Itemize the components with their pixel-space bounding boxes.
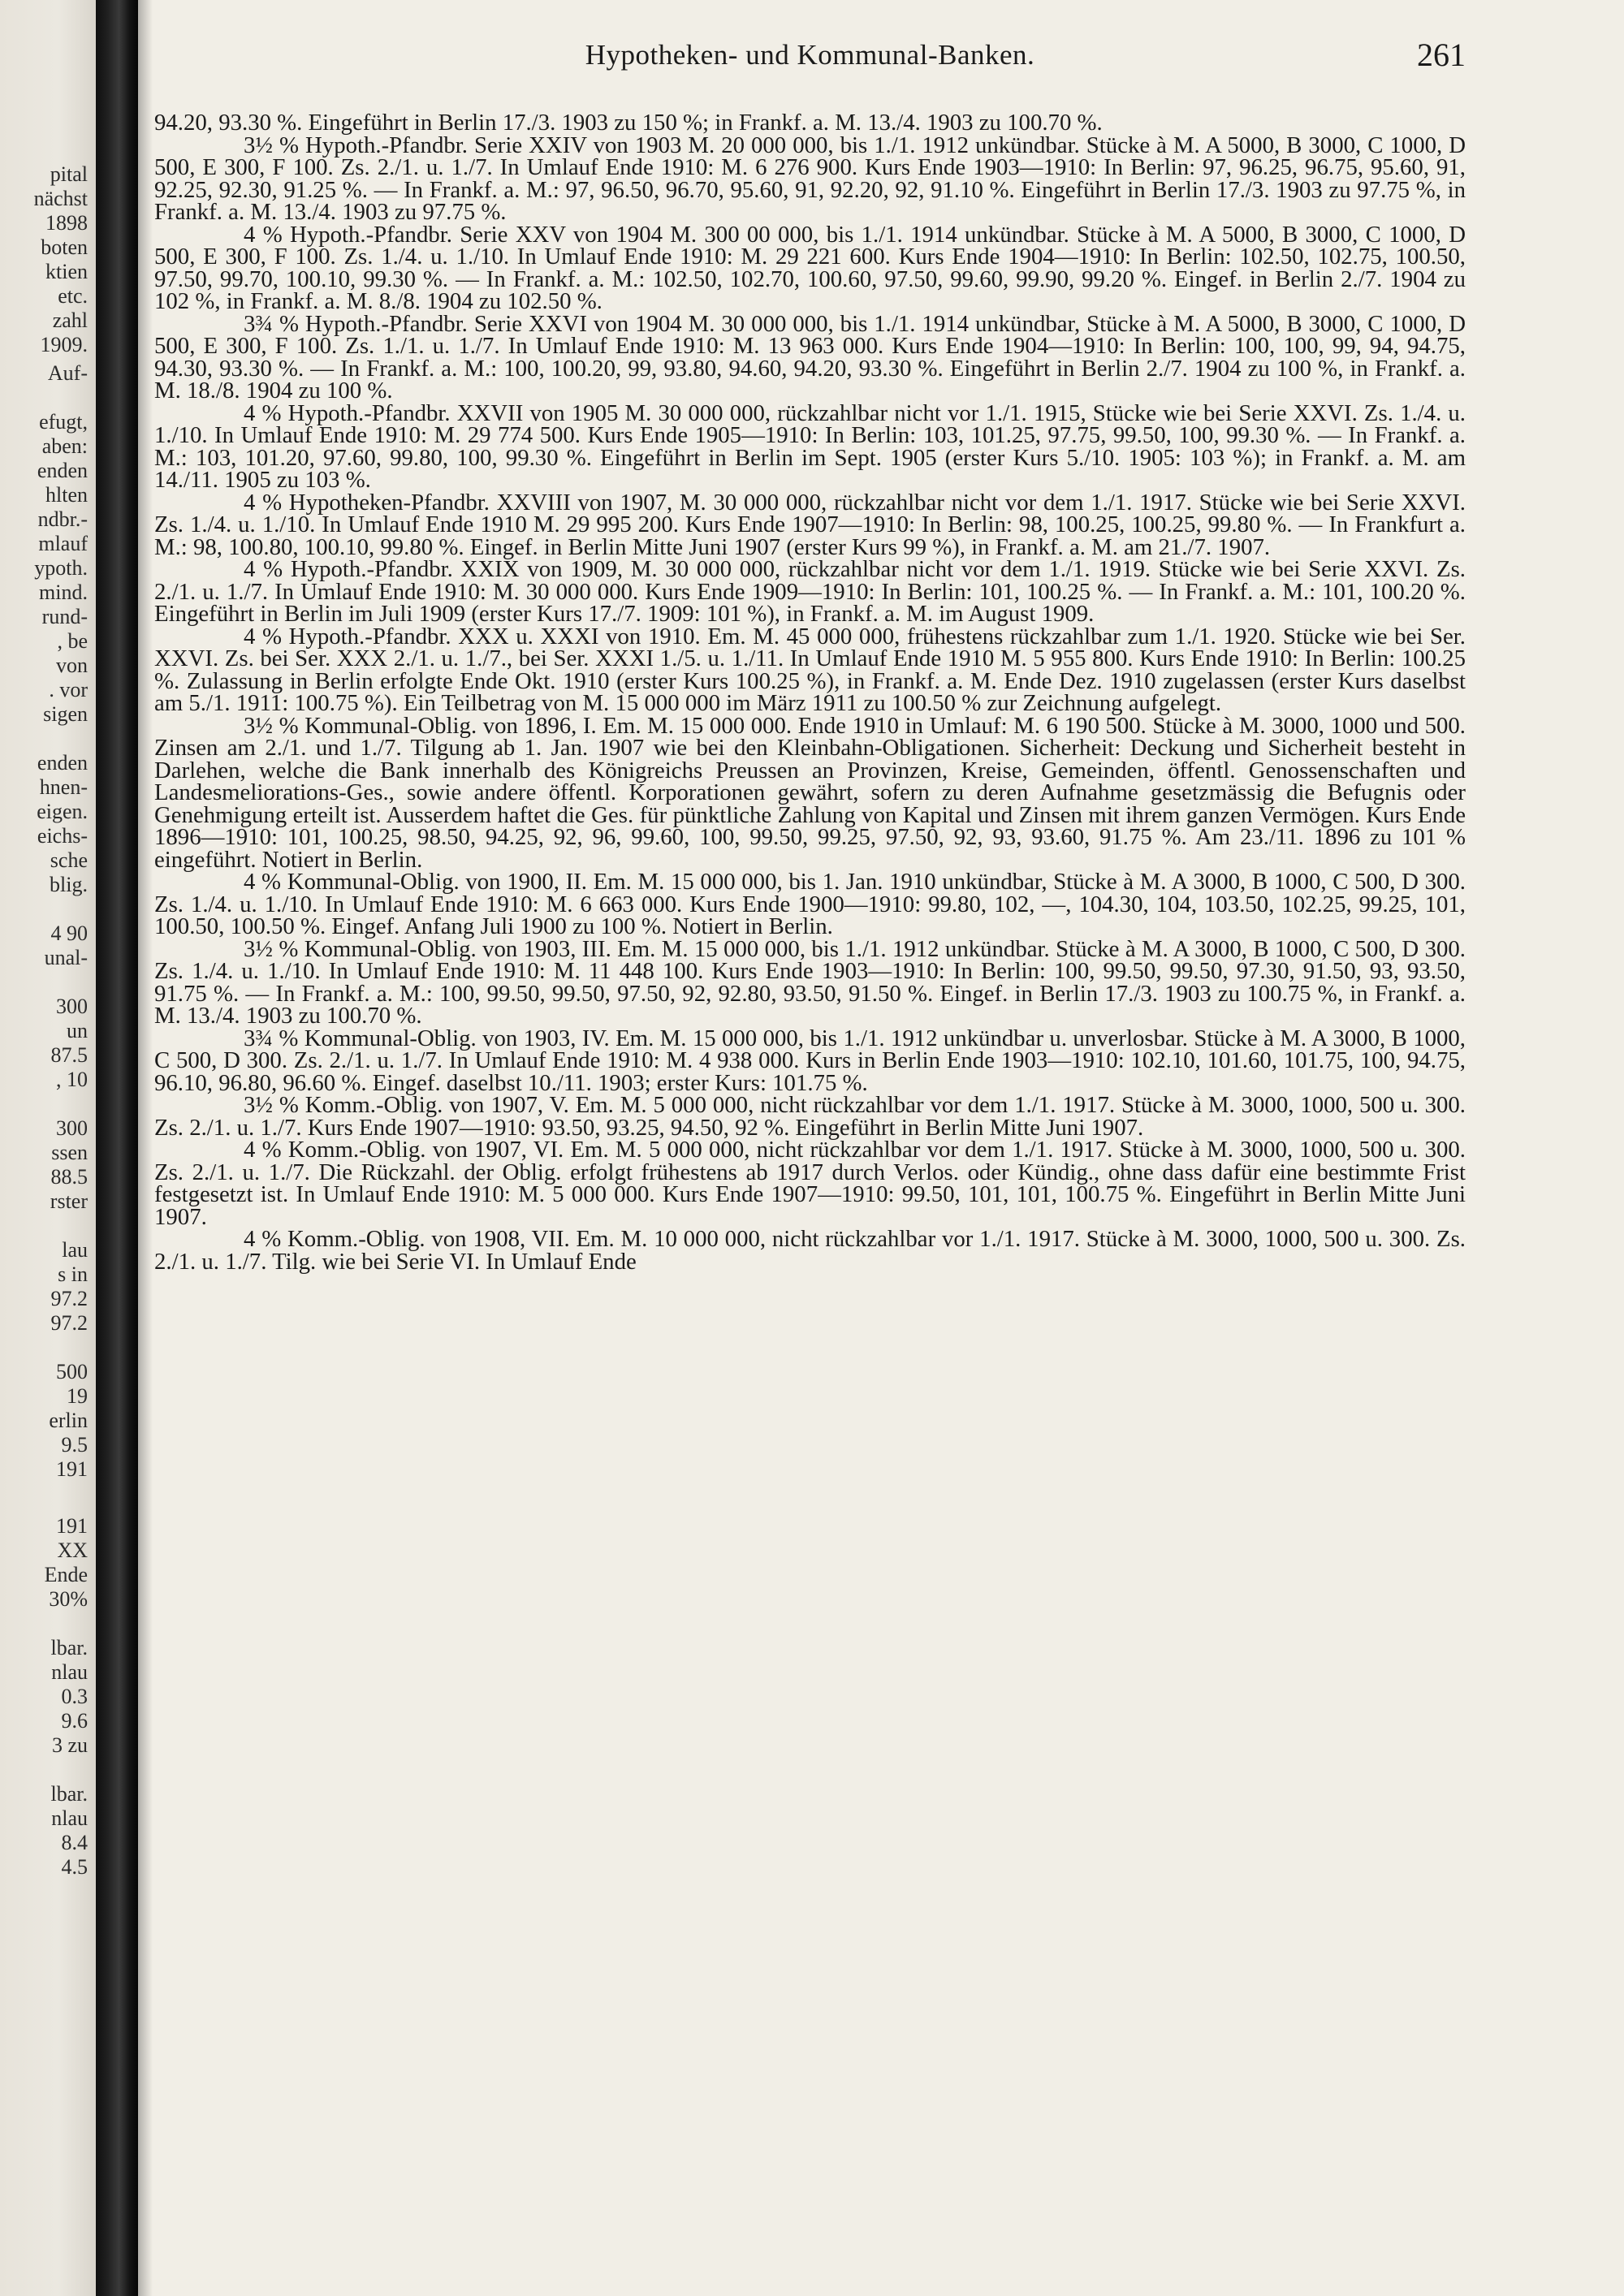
paragraph-pfandbr-xxvi: 3¾ % Hypoth.-Pfandbr. Serie XXVI von 1904 M. 30 000 000, bis 1./1. 1914 unkündbar, Stücke à M. A 5000, B 3000, C 1000, D 500, E 300, F 100. Zs. 1./1. u. 1./7. In Umlauf Ende 1910: M. 13 963 000. Kurs Ende 1904—1910: In Berlin: 100, 100, 99, 94, 94.75, 94.30, 93.30 %. — In Frankf. a. M.: 100, 100.20, 99, 93.80, 94.60, 94.20, 93.30 %. Eingeführt in Berlin 2./7. 1904 zu 100 %, in Frankf. a. M. 18./8. 1904 zu 100 %.: [154, 310, 1466, 404]
left-page-fragment: sigen: [43, 702, 88, 726]
left-page-margin: [0, 0, 97, 2296]
left-page-fragment: 87.5: [50, 1043, 88, 1067]
page-number: 261: [1417, 37, 1466, 73]
paragraph-komm-oblig-i: 3½ % Kommunal-Oblig. von 1896, I. Em. M. 15 000 000. Ende 1910 in Umlauf: M. 6 190 500. Stücke à M. 3000, 1000 und 500. Zinsen am 2./1. und 1./7. Tilgung ab 1. Jan. 1907 wie bei den Kleinbahn-Obligationen. Sicherheit: Deckung und Sicherheit besteht in Darlehen, welche die Bank innerhalb des Königreichs Preussen an Provinzen, Kreise, Gemeinden, öffentl. Genossenschaften und Landesmeliorations-Ges., sowie andere öffentl. Korporationen gewährt, sofern zu deren Aufnahme gesetzmässig die Befugnis oder Genehmigung erteilt ist. Ausserdem haftet die Ges. für pünktliche Zahlung von Kapital und Zinsen mit ihrem ganzen Vermögen. Kurs Ende 1896—1910: 101, 100.25, 98.50, 94.25, 92, 96, 99.60, 100, 99.50, 99.25, 97.50, 92, 93, 93.60, 91.75 %. Am 23./11. 1896 zu 101 % eingeführt. Notiert in Berlin.: [154, 712, 1466, 873]
left-page-fragment: ssen: [51, 1141, 88, 1164]
paragraph-pfandbr-xxiv: 3½ % Hypoth.-Pfandbr. Serie XXIV von 1903 M. 20 000 000, bis 1./1. 1912 unkündbar. Stücke à M. A 5000, B 3000, C 1000, D 500, E 300, F 100. Zs. 2./1. u. 1./7. In Umlauf Ende 1910: M. 6 276 900. Kurs Ende 1903—1910: In Berlin: 97, 96.25, 96.75, 95.60, 91, 92.25, 92.30, 91.25 %. — In Frankf. a. M.: 97, 96.50, 96.70, 95.60, 91, 92.20, 92, 91.10 %. Eingeführt in Berlin 17./3. 1903 zu 97.75 %, in Frankf. a. M. 13./4. 1903 zu 97.75 %.: [154, 132, 1466, 225]
main-text: [154, 112, 1466, 1273]
left-page-fragment: nächst: [33, 187, 88, 210]
left-page-fragment: eigen.: [37, 800, 88, 823]
left-page-fragment: s in: [58, 1262, 88, 1286]
left-page-fragment: lau: [62, 1238, 88, 1262]
left-page-fragment: mind.: [39, 580, 88, 604]
left-page-fragment: 1898: [45, 211, 88, 235]
left-page-fragment: 191: [56, 1457, 88, 1481]
left-page-fragment: zahl: [52, 309, 88, 332]
left-page-fragment: blig.: [50, 873, 88, 896]
left-page-fragment: ndbr.-: [37, 507, 88, 531]
left-page-fragment: sche: [50, 848, 88, 872]
left-page-fragment: erlin: [49, 1409, 88, 1432]
left-page-fragment: . vor: [49, 678, 88, 701]
left-page-fragment: enden: [37, 751, 88, 775]
left-page-fragment: 8.4: [61, 1831, 88, 1854]
left-page-fragment: XX: [57, 1539, 88, 1562]
left-page-fragment: 4 90: [50, 921, 88, 945]
paragraph-komm-oblig-ii: 4 % Kommunal-Oblig. von 1900, II. Em. M. 15 000 000, bis 1. Jan. 1910 unkündbar, Stücke à M. A 3000, B 1000, C 500, D 300. Zs. 1./4. u. 1./10. In Umlauf Ende 1910: M. 6 663 000. Kurs Ende 1900—1910: 99.80, 102, —, 104.30, 104, 103.50, 102.25, 99.25, 101, 100.50, 100.50 %. Eingef. Anfang Juli 1900 zu 100 %. Notiert in Berlin.: [154, 869, 1466, 939]
left-page-fragment: 30%: [49, 1587, 88, 1611]
paragraph-komm-oblig-v: 3½ % Komm.-Oblig. von 1907, V. Em. M. 5 000 000, nicht rückzahlbar vor dem 1./1. 1917. Stücke à M. 3000, 1000, 500 u. 300. Zs. 2./1. u. 1./7. Kurs Ende 1907—1910: 93.50, 93.25, 94.50, 92 %. Eingeführt in Berlin Mitte Juni 1907.: [154, 1092, 1466, 1141]
gutter-shadow: [138, 0, 153, 2296]
left-page-fragment: hnen-: [39, 775, 88, 799]
left-page-fragment: boten: [41, 235, 88, 259]
paragraph-pfandbr-xxx-xxxi: 4 % Hypoth.-Pfandbr. XXX u. XXXI von 1910. Em. M. 45 000 000, frühestens rückzahlbar zum 1./1. 1920. Stücke wie bei Ser. XXVI. Zs. bei Ser. XXX 2./1. u. 1./7., bei Ser. XXXI 1./5. u. 1./11. In Umlauf Ende 1910 M. 5 955 800. Kurs Ende 1910: In Berlin: 100.25 %. Zulassung in Berlin erfolgte Ende Okt. 1910 (erster Kurs 100.25 %), in Frankf. a. M. Ende Dez. 1910 zugelassen (erster Kurs daselbst am 5./1. 1911: 100.75 %). Ein Teilbetrag von M. 15 000 000 im März 1911 zu 100.50 % zur Zeichnung aufgelegt.: [154, 623, 1466, 716]
left-page-fragment: nlau: [51, 1806, 88, 1830]
left-page-fragment: 9.6: [61, 1709, 88, 1733]
left-page-fragment: lbar.: [50, 1636, 88, 1659]
left-page-fragment: ktien: [45, 260, 88, 283]
left-page-fragment: etc.: [58, 284, 88, 308]
left-page-fragment: 97.2: [50, 1311, 88, 1335]
left-page-fragment: Ende: [44, 1563, 88, 1586]
running-title: Hypotheken- und Kommunal-Banken.: [585, 39, 1035, 71]
paragraph-komm-oblig-vi: 4 % Komm.-Oblig. von 1907, VI. Em. M. 5 000 000, nicht rückzahlbar vor dem 1./1. 1917. Stücke à M. 3000, 1000, 500 u. 300. Zs. 2./1. u. 1./7. Die Rückzahl. der Oblig. erfolgt frühestens ab 1917 durch Verlos. oder Kündig., ohne dass dafür eine bestimmte Frist festgesetzt ist. In Umlauf Ende 1910: M. 5 000 000. Kurs Ende 1907—1910: 99.50, 101, 101, 100.75 %. Eingeführt in Berlin Mitte Juni 1907.: [154, 1137, 1466, 1230]
paragraph-komm-oblig-vii: 4 % Komm.-Oblig. von 1908, VII. Em. M. 10 000 000, nicht rückzahlbar vor 1./1. 1917. Stücke à M. 3000, 1000, 500 u. 300. Zs. 2./1. u. 1./7. Tilg. wie bei Serie VI. In Umlauf Ende: [154, 1226, 1466, 1275]
left-page-fragment: 9.5: [61, 1433, 88, 1457]
left-page-fragment: , be: [57, 629, 88, 653]
left-page-fragment: rster: [50, 1189, 88, 1213]
left-page-fragment: rund-: [41, 605, 88, 628]
left-page-fragment: 300: [56, 1116, 88, 1140]
left-page-fragment: un: [67, 1019, 88, 1042]
left-page-fragment: efugt,: [39, 410, 88, 434]
left-page-fragment: aben:: [41, 434, 88, 458]
left-page-fragment: 191: [56, 1514, 88, 1538]
paragraph-pfandbr-xxviii: 4 % Hypotheken-Pfandbr. XXVIII von 1907, M. 30 000 000, rückzahlbar nicht vor dem 1./1. 1917. Stücke wie bei Serie XXVI. Zs. 1./4. u. 1./10. In Umlauf Ende 1910 M. 29 995 200. Kurs Ende 1907—1910: In Berlin: 98, 100.25, 100.25, 99.80 %. — In Frankfurt a. M.: 98, 100.80, 100.10, 99.80 %. Eingef. in Berlin Mitte Juni 1907 (erster Kurs 99 %), in Frankf. a. M. am 21./7. 1907.: [154, 489, 1466, 560]
left-page-fragment: 300: [56, 995, 88, 1018]
left-page-fragment: 0.3: [61, 1685, 88, 1708]
left-page-fragment: 3 zu: [51, 1733, 88, 1757]
left-page-fragment: mlauf: [38, 532, 88, 555]
left-page-fragment: ypoth.: [34, 556, 88, 580]
paragraph-pfandbr-xxvii: 4 % Hypoth.-Pfandbr. XXVII von 1905 M. 30 000 000, rückzahlbar nicht vor 1./1. 1915, Stücke wie bei Serie XXVI. Zs. 1./4. u. 1./10. In Umlauf Ende 1910: M. 29 774 500. Kurs Ende 1905—1910: In Berlin: 103, 101.25, 97.75, 99.50, 100, 99.30 %. — In Frankf. a. M.: 103, 101.20, 97.60, 99.80, 100, 99.30 %. Eingeführt in Berlin im Sept. 1905 (erster Kurs 5./10. 1905: 103 %); in Frankf. a. M. am 14./11. 1905 zu 103 %.: [154, 399, 1466, 493]
left-page-fragment: pital: [50, 162, 88, 186]
left-page-fragment: 4.5: [61, 1855, 88, 1879]
paragraph-continued: 94.20, 93.30 %. Eingeführt in Berlin 17./3. 1903 zu 150 %; in Frankf. a. M. 13./4. 1903 zu 100.70 %.: [154, 110, 1103, 136]
left-page-fragment: 500: [56, 1360, 88, 1383]
left-page-fragment: , 10: [56, 1068, 88, 1091]
left-page-fragment: lbar.: [50, 1782, 88, 1806]
page-header: [154, 39, 1466, 76]
left-page-fragment: eichs-: [37, 824, 88, 848]
left-page-fragment: hlten: [45, 483, 88, 507]
paragraph-pfandbr-xxv: 4 % Hypoth.-Pfandbr. Serie XXV von 1904 M. 300 00 000, bis 1./1. 1914 unkündbar. Stücke à M. A 5000, B 3000, C 1000, D 500, E 300, F 100. Zs. 1./4. u. 1./10. In Umlauf Ende 1910: M. 29 221 600. Kurs Ende 1904—1910: In Berlin: 102.50, 102.75, 100.50, 97.50, 99.70, 100.10, 99.30 %. — In Frankf. a. M.: 102.50, 102.70, 100.60, 97.50, 99.60, 99.90, 99.20 %. Eingef. in Berlin 2./7. 1904 zu 102 %, in Frankf. a. M. 8./8. 1904 zu 102.50 %.: [154, 221, 1466, 314]
book-gutter: [96, 0, 138, 2296]
left-page-fragment: von: [56, 654, 88, 677]
paragraph-komm-oblig-iii: 3½ % Kommunal-Oblig. von 1903, III. Em. M. 15 000 000, bis 1./1. 1912 unkündbar. Stücke à M. A 3000, B 1000, C 500, D 300. Zs. 1./4. u. 1./10. In Umlauf Ende 1910: M. 11 448 100. Kurs Ende 1903—1910: In Berlin: 100, 99.50, 99.50, 97.30, 91.50, 93, 93.50, 91.75 %. — In Frankf. a. M.: 100, 99.50, 99.50, 97.50, 92, 92.80, 93.50, 91.50 %. Eingef. in Berlin 17./3. 1903 zu 100.75 %, in Frankf. a. M. 13./4. 1903 zu 100.70 %.: [154, 935, 1466, 1029]
left-page-fragment: 1909.: [40, 333, 88, 356]
left-page-fragment: unal-: [44, 946, 88, 969]
left-page-fragment: nlau: [51, 1660, 88, 1684]
left-page-fragment: 88.5: [50, 1165, 88, 1189]
paragraph-komm-oblig-iv: 3¾ % Kommunal-Oblig. von 1903, IV. Em. M. 15 000 000, bis 1./1. 1912 unkündbar u. unverlosbar. Stücke à M. A 3000, B 1000, C 500, D 300. Zs. 2./1. u. 1./7. In Umlauf Ende 1910: M. 4 938 000. Kurs in Berlin Ende 1903—1910: 102.10, 101.60, 101.75, 100, 94.75, 96.10, 96.80, 96.60 %. Eingef. daselbst 10./11. 1903; erster Kurs: 101.75 %.: [154, 1025, 1466, 1096]
paragraph-pfandbr-xxix: 4 % Hypoth.-Pfandbr. XXIX von 1909, M. 30 000 000, rückzahlbar nicht vor dem 1./1. 1919. Stücke wie bei Serie XXVI. Zs. 2./1. u. 1./7. In Umlauf Ende 1910: M. 30 000 000. Kurs Ende 1909—1910: In Berlin: 101, 100.25 %. — In Frankf. a. M.: 101, 100.20 %. Eingeführt in Berlin im Juli 1909 (erster Kurs 17./7. 1909: 101 %), in Frankf. a. M. im August 1909.: [154, 556, 1466, 627]
left-page-fragment: 97.2: [50, 1287, 88, 1310]
left-page-fragment: Auf-: [47, 361, 88, 385]
left-page-fragment: 19: [67, 1384, 88, 1408]
left-page-fragment: enden: [37, 459, 88, 482]
